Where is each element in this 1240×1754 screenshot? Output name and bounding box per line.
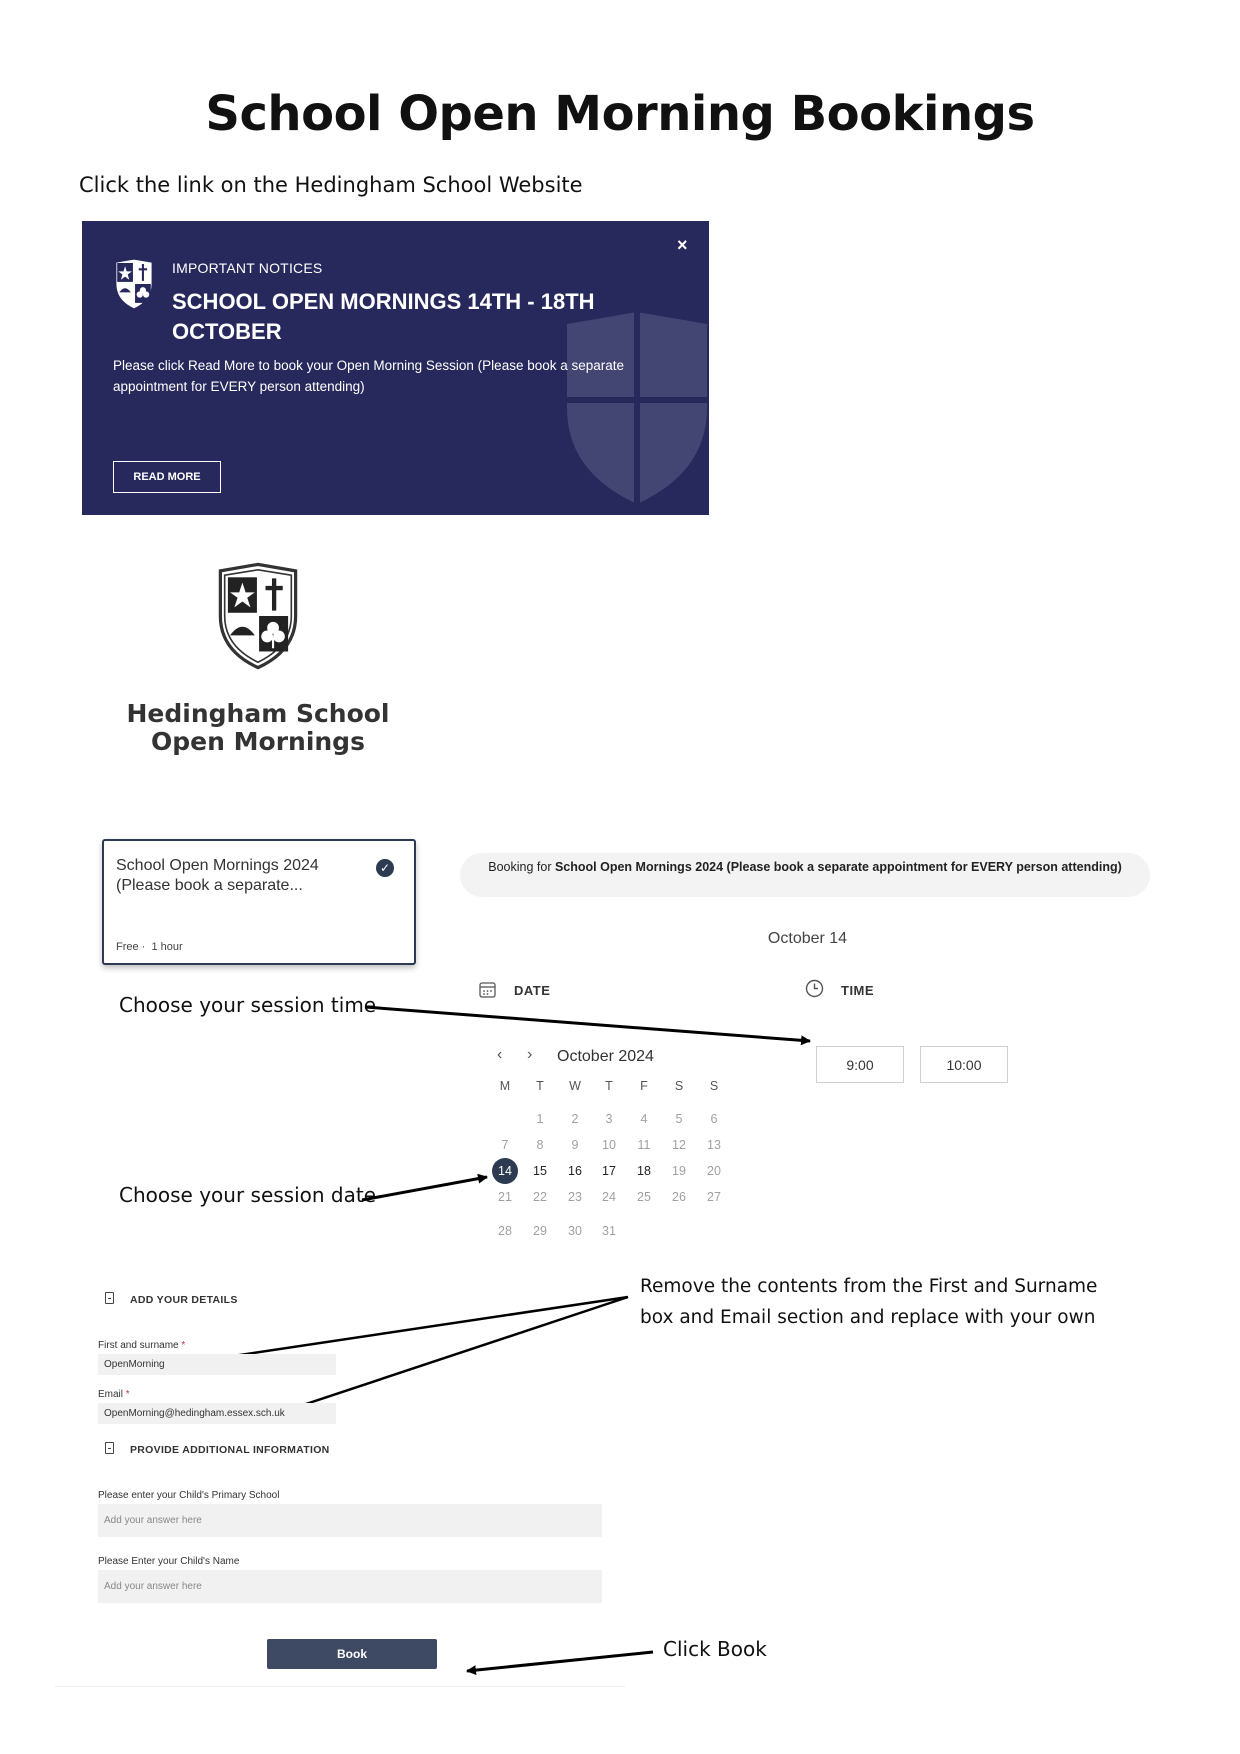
calendar-day: 24: [602, 1190, 616, 1204]
calendar-day[interactable]: 16: [568, 1164, 582, 1178]
calendar-day: 26: [672, 1190, 686, 1204]
book-button[interactable]: Book: [267, 1639, 437, 1669]
calendar-weekday: W: [569, 1079, 581, 1093]
calendar-day: 8: [536, 1138, 544, 1152]
calendar-day: 19: [672, 1164, 686, 1178]
child-name-input[interactable]: Add your answer here: [98, 1570, 602, 1603]
calendar-day: 7: [501, 1138, 509, 1152]
calendar-day: 1: [536, 1112, 544, 1126]
document-icon: [105, 1442, 114, 1454]
arrow-to-book: [467, 1652, 653, 1671]
calendar-day: 28: [498, 1224, 512, 1238]
time-slot-9[interactable]: 9:00: [816, 1046, 904, 1083]
calendar-day: 31: [602, 1224, 616, 1238]
primary-school-input[interactable]: Add your answer here: [98, 1504, 602, 1537]
calendar-day[interactable]: 14: [492, 1158, 518, 1184]
notice-body: Please click Read More to book your Open Morning Session (Please book a separate appointment for EVERY person attending): [113, 358, 625, 394]
calendar-weekday: T: [605, 1079, 613, 1093]
notice-eyebrow: IMPORTANT NOTICES: [172, 260, 323, 276]
service-duration: 1 hour: [151, 941, 183, 953]
booking-for-service: School Open Mornings 2024 (Please book a separate appointment for EVERY person attending): [554, 860, 1122, 874]
calendar-day[interactable]: 17: [602, 1164, 616, 1178]
arrow-to-time: [365, 1007, 810, 1041]
person-card-icon: [105, 1292, 114, 1304]
calendar-day[interactable]: 18: [637, 1164, 651, 1178]
service-meta: Free · 1 hour: [116, 941, 183, 953]
chevron-right-icon[interactable]: ›: [527, 1046, 533, 1063]
calendar-weekday: F: [640, 1079, 648, 1093]
check-icon: ✓: [376, 859, 394, 877]
annotation-time: Choose your session time: [119, 993, 377, 1017]
selected-date-heading: October 14: [767, 930, 848, 947]
calendar-weekday: S: [674, 1079, 684, 1093]
close-icon[interactable]: ×: [677, 235, 688, 255]
primary-school-label: Please enter your Child's Primary School: [98, 1490, 280, 1501]
calendar-weekday: S: [709, 1079, 719, 1093]
calendar-weekday: T: [536, 1079, 544, 1093]
details-section-label: ADD YOUR DETAILS: [130, 1294, 238, 1306]
page-title: School Open Morning Bookings: [205, 86, 1035, 142]
calendar-day[interactable]: 15: [533, 1164, 547, 1178]
calendar-day: 2: [571, 1112, 579, 1126]
email-input[interactable]: OpenMorning@hedingham.essex.sch.uk: [98, 1403, 336, 1424]
calendar-day: 10: [602, 1138, 616, 1152]
read-more-button[interactable]: READ MORE: [113, 461, 221, 493]
time-label: TIME: [841, 983, 875, 998]
intro-text: Click the link on the Hedingham School Website: [79, 173, 583, 197]
calendar-day: 13: [707, 1138, 721, 1152]
notice-heading: SCHOOL OPEN MORNINGS 14TH - 18TH OCTOBER: [172, 289, 595, 344]
arrow-to-date: [362, 1177, 487, 1200]
calendar-day: 3: [605, 1112, 613, 1126]
email-label: [98, 1389, 130, 1400]
arrow-to-email: [285, 1297, 628, 1411]
annotation-book: Click Book: [663, 1637, 767, 1661]
calendar-day: 25: [637, 1190, 651, 1204]
time-slot-10[interactable]: 10:00: [920, 1046, 1008, 1083]
name-input[interactable]: OpenMorning: [98, 1354, 336, 1375]
additional-section-label: PROVIDE ADDITIONAL INFORMATION: [130, 1444, 330, 1456]
name-label: [98, 1340, 185, 1351]
calendar-day: 6: [710, 1112, 718, 1126]
chevron-left-icon[interactable]: ‹: [497, 1046, 503, 1063]
calendar-day: 27: [707, 1190, 721, 1204]
booking-page-title: Hedingham School Open Mornings: [126, 699, 390, 756]
email-label-text: Email: [98, 1389, 124, 1400]
calendar-day: 22: [533, 1190, 547, 1204]
required-mark: *: [125, 1389, 130, 1400]
calendar-day: 20: [707, 1164, 721, 1178]
calendar-day: 4: [640, 1112, 648, 1126]
service-price: Free: [116, 941, 139, 953]
required-mark: *: [181, 1340, 186, 1351]
calendar-day: 29: [533, 1224, 547, 1238]
calendar-day: 11: [637, 1138, 651, 1152]
service-name: School Open Mornings 2024 (Please book a separate...: [116, 857, 319, 894]
calendar-weekday: M: [499, 1079, 511, 1093]
arrow-to-name: [193, 1297, 628, 1362]
calendar-day: 23: [568, 1190, 582, 1204]
calendar-day: 9: [571, 1138, 579, 1152]
name-label-text: First and surname: [98, 1340, 179, 1351]
divider: [55, 1686, 625, 1687]
booking-for-prefix: Booking for: [488, 860, 555, 874]
calendar-month: October 2024: [557, 1048, 654, 1065]
annotation-details: Remove the contents from the First and Surname box and Email section and replace with your own: [640, 1276, 1098, 1328]
calendar-day: 30: [568, 1224, 582, 1238]
calendar-day: 5: [675, 1112, 683, 1126]
child-name-label: Please Enter your Child's Name: [98, 1556, 240, 1567]
calendar-day: 21: [498, 1190, 512, 1204]
annotation-date: Choose your session date: [119, 1183, 377, 1207]
calendar-day: 12: [672, 1138, 686, 1152]
date-label: DATE: [514, 983, 551, 998]
